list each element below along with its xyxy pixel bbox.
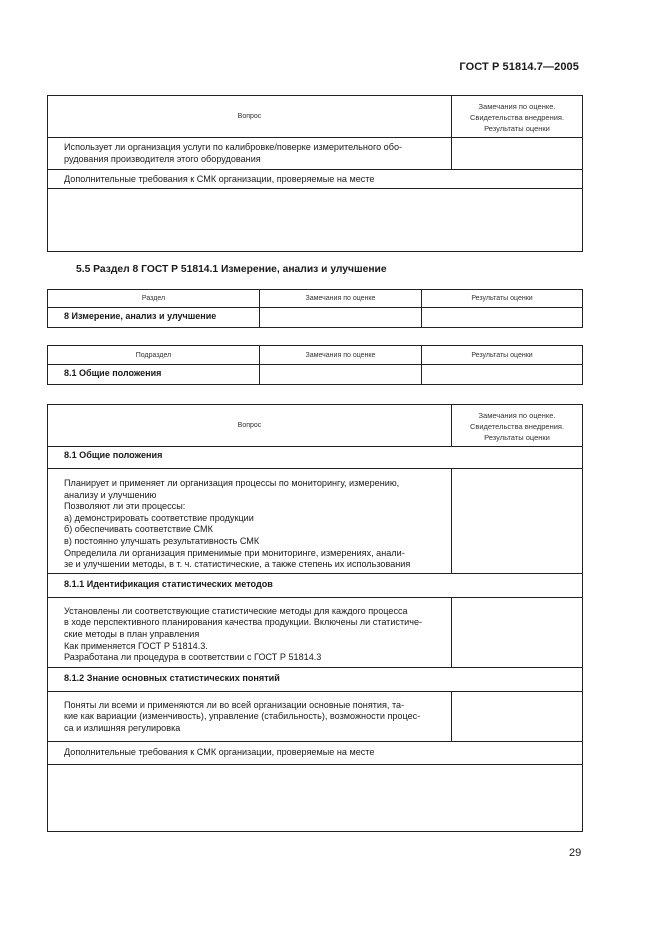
answer-cell[interactable] [452, 138, 583, 170]
additional-requirements-label: Дополнительные требования к СМК организации, проверяемые на месте [48, 170, 583, 189]
remarks-header-line: Результаты оценки [484, 123, 550, 133]
section-name-cell: 8 Измерение, анализ и улучшение [48, 308, 260, 328]
subsection-heading: 8.1 Общие положения [48, 447, 583, 469]
question-line: Поняты ли всеми и применяются ли во всей организации основные понятия, та- [64, 699, 405, 710]
answer-cell[interactable] [452, 597, 583, 667]
question-line: анализу и улучшению [64, 489, 157, 500]
remarks-header-line: Результаты оценки [484, 432, 550, 442]
subsection-name-cell: 8.1 Общие положения [48, 365, 260, 385]
remarks-header-line: Свидетельства внедрения. [469, 421, 565, 431]
question-cell [48, 691, 452, 741]
question-line: кие как вариации (изменчивость), управление (стабильность), возможности процес- [64, 711, 421, 722]
question-line: рудования производителя этого оборудования [64, 153, 261, 164]
assessment-table-top [47, 95, 583, 252]
page-number: 29 [569, 847, 582, 859]
answer-cell[interactable] [452, 469, 583, 574]
remarks-cell[interactable] [260, 308, 422, 328]
standard-header: ГОСТ Р 51814.7—2005 [459, 61, 579, 73]
question-line: Планирует и применяет ли организация процессы по мониторингу, измерению, [64, 478, 400, 488]
subsection-heading: 8.1.2 Знание основных статистических понятий [48, 667, 583, 691]
remarks-cell[interactable] [260, 365, 422, 385]
assessment-table-bottom [47, 404, 583, 832]
subsection-heading: 8.1.1 Идентификация статистических методов [48, 573, 583, 597]
results-cell[interactable] [422, 308, 583, 328]
question-line: Позволяют ли эти процессы: [64, 501, 186, 512]
results-column-header: Результаты оценки [422, 346, 583, 365]
remarks-column-header [452, 96, 583, 138]
section-table [47, 289, 583, 328]
question-line: Как применяется ГОСТ Р 51814.3. [64, 640, 208, 651]
question-line: ские методы в план управления [64, 628, 200, 639]
additional-requirements-label: Дополнительные требования к СМК организации, проверяемые на месте [48, 741, 583, 764]
additional-requirements-field[interactable] [48, 764, 583, 831]
results-column-header: Результаты оценки [422, 290, 583, 308]
section-title: 5.5 Раздел 8 ГОСТ Р 51814.1 Измерение, анализ и улучшение [76, 264, 387, 275]
question-line: зе и улучшении методы, в т. ч. статистические, а также степень их использования [64, 559, 411, 570]
remarks-header-line: Свидетельства внедрения. [469, 112, 565, 122]
question-line: са и излишняя регулировка [64, 722, 181, 733]
question-cell [48, 597, 452, 667]
question-line: Разработана ли процедура в соответствии с ГОСТ Р 51814.3 [64, 652, 322, 663]
question-column-header: Вопрос [48, 96, 452, 138]
results-cell[interactable] [422, 365, 583, 385]
question-column-header: Вопрос [48, 405, 452, 447]
remarks-header-line: Замечания по оценке. [478, 410, 556, 420]
remarks-column-header [452, 405, 583, 447]
question-line: в ходе перспективного планирования качества продукции. Включены ли статистиче- [64, 617, 423, 628]
remarks-column-header: Замечания по оценке [260, 290, 422, 308]
remarks-header-line: Замечания по оценке. [478, 101, 556, 111]
remarks-column-header: Замечания по оценке [260, 346, 422, 365]
question-cell [48, 469, 452, 574]
question-cell [48, 138, 452, 170]
section-column-header: Раздел [48, 290, 260, 308]
question-line: Определила ли организация применимые при мониторинге, измерениях, анали- [64, 547, 405, 558]
subsection-table [47, 345, 583, 385]
answer-cell[interactable] [452, 691, 583, 741]
additional-requirements-field[interactable] [48, 189, 583, 252]
question-line: а) демонстрировать соответствие продукции [64, 512, 254, 523]
question-line: б) обеспечивать соответствие СМК [64, 524, 213, 535]
question-line: Установлены ли соответствующие статистические методы для каждого процесса [64, 605, 408, 616]
question-line: Использует ли организация услуги по калибровке/поверке измерительного обо- [64, 142, 403, 152]
subsection-column-header: Подраздел [48, 346, 260, 365]
question-line: в) постоянно улучшать результативность СМК [64, 535, 260, 546]
